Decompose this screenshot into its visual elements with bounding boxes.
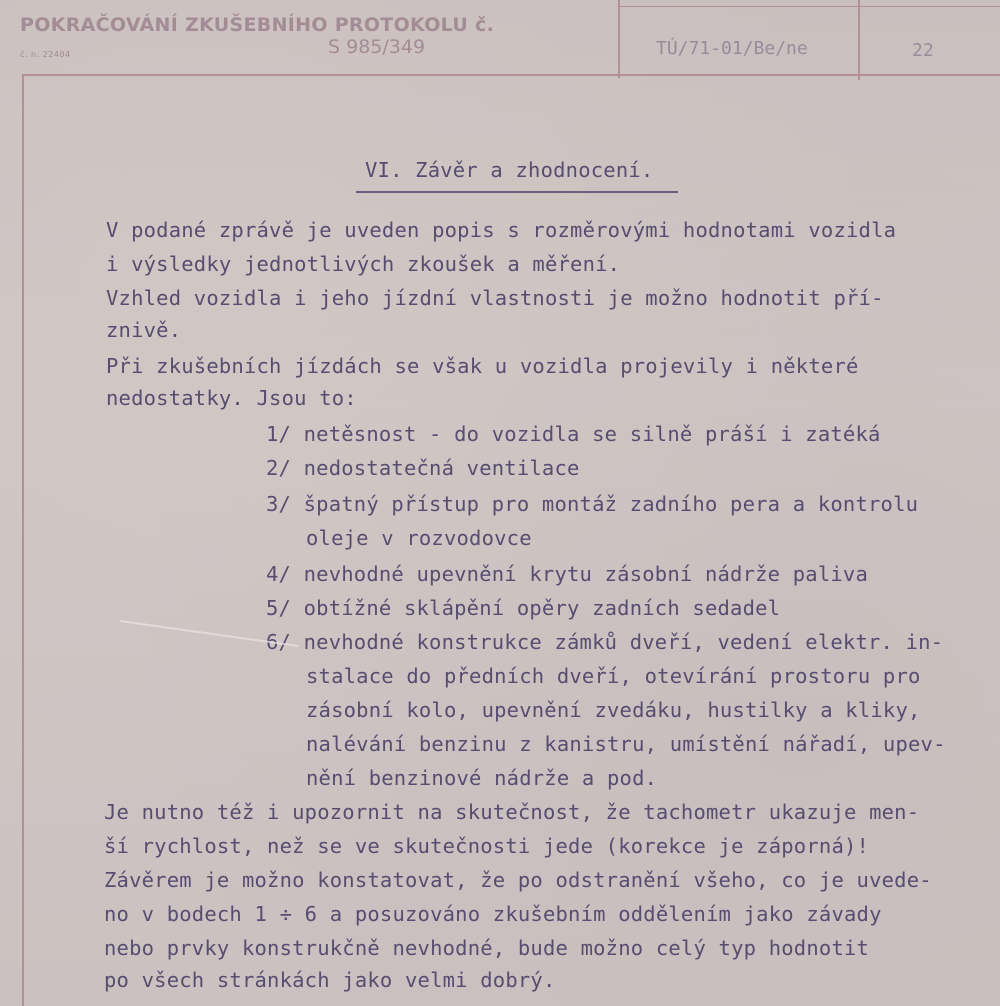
list-item-3-cont: oleje v rozvodovce: [306, 526, 532, 550]
text-line: V podané zprávě je uveden popis s rozměrovými hodnotami vozidla: [106, 218, 897, 242]
list-item-4: 4/ nevhodné upevnění krytu zásobní nádrže paliva: [266, 562, 869, 586]
text-line: Vzhled vozidla i jeho jízdní vlastnosti je možno hodnotit pří-: [106, 286, 884, 310]
text-line: Závěrem je možno konstatovat, že po odstranění všeho, co je uvede-: [104, 868, 932, 892]
text-line: Při zkušebních jízdách se však u vozidla projevily i některé: [106, 354, 859, 378]
text-line: nebo prvky konstrukčně nevhodné, bude možno celý typ hodnotit: [104, 936, 870, 960]
text-line: znivě.: [106, 318, 182, 342]
list-item-3: 3/ špatný přístup pro montáž zadního pera a kontrolu: [266, 492, 919, 516]
list-item-6: 6/ nevhodné konstrukce zámků dveří, vedení elektr. in-: [266, 630, 944, 654]
list-item-6-cont: nění benzinové nádrže a pod.: [306, 766, 658, 790]
continuation-title: POKRAČOVÁNÍ ZKUŠEBNÍHO PROTOKOLU č.: [20, 14, 495, 36]
list-item-5: 5/ obtížné sklápění opěry zadních sedadel: [266, 596, 781, 620]
reference-number: TÚ/71-01/Be/ne: [656, 38, 808, 59]
text-line: nedostatky. Jsou to:: [106, 386, 357, 410]
text-line: po všech stránkách jako velmi dobrý.: [104, 968, 556, 992]
heading-underline: [356, 191, 678, 193]
text-line: no v bodech 1 ÷ 6 a posuzováno zkušebním oddělením jako závady: [104, 902, 882, 926]
sheet-number: 22: [912, 40, 934, 61]
list-item-6-cont: zásobní kolo, upevnění zvedáku, hustilky a kliky,: [306, 698, 921, 722]
protocol-number: S 985/349: [328, 36, 426, 58]
section-heading: VI. Závěr a zhodnocení.: [365, 158, 654, 182]
list-item-6-cont: stalace do předních dveří, otevírání prostoru pro: [306, 664, 921, 688]
list-item-6-cont: nalévání benzinu z kanistru, umístění nářadí, upev-: [306, 732, 946, 756]
small-form-code: č. n. 22404: [20, 50, 71, 59]
text-line: ší rychlost, než se ve skutečnosti jede (korekce je záporná)!: [104, 834, 870, 858]
text-line: Je nutno též i upozornit na skutečnost, že tachometr ukazuje men-: [104, 800, 920, 824]
list-item-1: 1/ netěsnost - do vozidla se silně práší i zatéká: [266, 422, 881, 446]
text-line: i výsledky jednotlivých zkoušek a měření.: [106, 252, 621, 276]
list-item-2: 2/ nedostatečná ventilace: [266, 456, 580, 480]
